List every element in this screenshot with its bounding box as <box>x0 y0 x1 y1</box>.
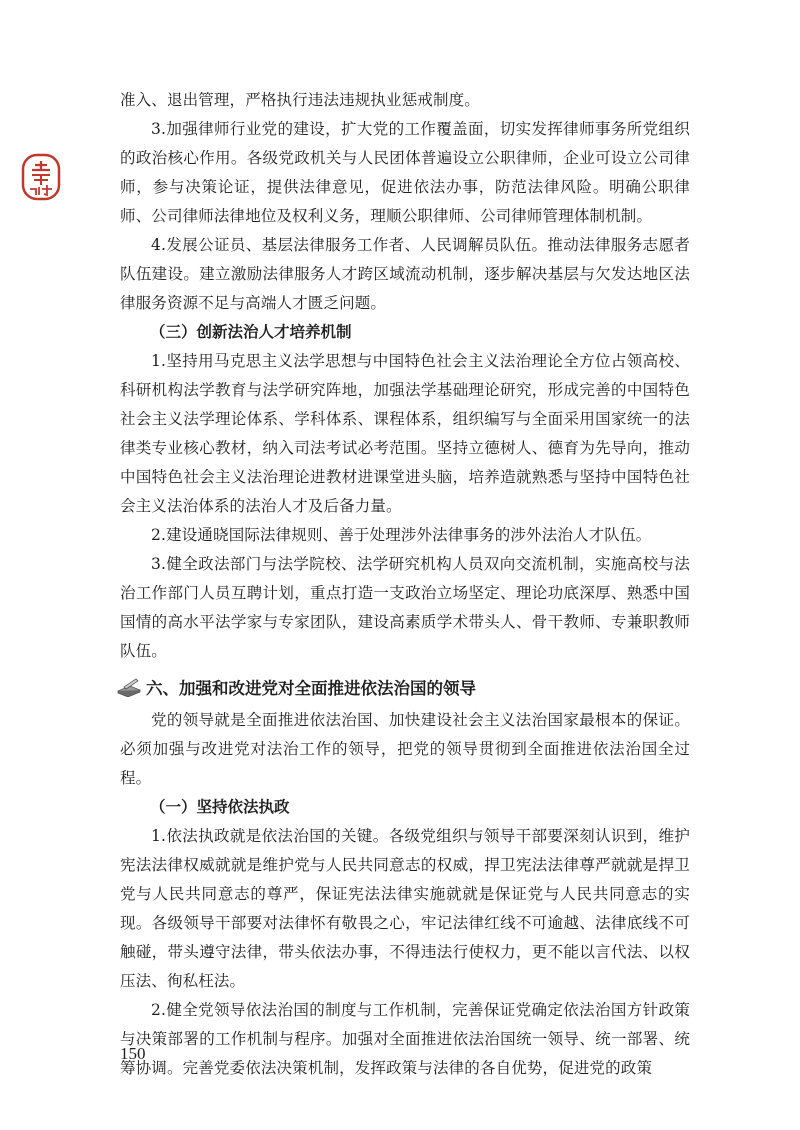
notebook-pen-icon <box>116 677 142 697</box>
section-heading <box>116 672 690 702</box>
paragraph: 2.建设通晓国际法律规则、善于处理涉外法律事务的涉外法治人才队伍。 <box>151 526 652 544</box>
page-number: 150 <box>120 1044 146 1063</box>
section-title: 六、加强和改进党对全面推进依法治国的领导 <box>146 679 476 698</box>
subsection-heading: （一）坚持依法执政 <box>150 798 290 816</box>
seal-stamp-icon <box>20 152 62 202</box>
subsection-heading: （三）创新法治人才培养机制 <box>150 323 352 341</box>
paragraph: 准入、退出管理，严格执行违法违规执业惩戒制度。 <box>120 91 480 109</box>
paragraph: 1.依法执政就是依法治国的关键。各级党组织与领导干部要深刻认识到，维护宪法法律权威就就是维护党与人民共同意志的权威，捍卫宪法法律尊严就就是捍卫党与人民共同意志的尊严，保证宪法法律实施就就是保证党与人民共同意志的实现。各级领导干部要对法律怀有敬畏之心，牢记法律红线不可逾越、法律底线不可触碰，带头遵守法律，带头依法办事，不得违法行使权力，更不能以言代法、以权压法、徇私枉法。 <box>120 827 690 990</box>
paragraph: 1.坚持用马克思主义法学思想与中国特色社会主义法治理论全方位占领高校、科研机构法学教育与法学研究阵地，加强法学基础理论研究，形成完善的中国特色社会主义法学理论体系、学科体系、课程体系，组织编写与全面采用国家统一的法律类专业核心教材，纳入司法考试必考范围。坚持立德树人、德育为先导向，推动中国特色社会主义法治理论进教材进课堂进头脑，培养造就熟悉与坚持中国特色社会主义法治体系的法治人才及后备力量。 <box>120 352 690 515</box>
paragraph: 3.健全政法部门与法学院校、法学研究机构人员双向交流机制，实施高校与法治工作部门人员互聘计划，重点打造一支政治立场坚定、理论功底深厚、熟悉中国国情的高水平法学家与专家团队，建设高素质学术带头人、骨干教师、专兼职教师队伍。 <box>120 555 690 660</box>
body-text <box>120 86 690 1083</box>
paragraph: 3.加强律师行业党的建设，扩大党的工作覆盖面，切实发挥律师事务所党组织的政治核心作用。各级党政机关与人民团体普遍设立公职律师，企业可设立公司律师，参与决策论证，提供法律意见，促进依法办事，防范法律风险。明确公职律师、公司律师法律地位及权利义务，理顺公职律师、公司律师管理体制机制。 <box>120 120 690 225</box>
paragraph: 党的领导就是全面推进依法治国、加快建设社会主义法治国家最根本的保证。必须加强与改进党对法治工作的领导，把党的领导贯彻到全面推进依法治国全过程。 <box>120 711 690 787</box>
paragraph: 2.健全党领导依法治国的制度与工作机制，完善保证党确定依法治国方针政策与决策部署的工作机制与程序。加强对全面推进依法治国统一领导、统一部署、统筹协调。完善党委依法决策机制，发挥政策与法律的各自优势，促进党的政策 <box>120 1001 690 1077</box>
paragraph: 4.发展公证员、基层法律服务工作者、人民调解员队伍。推动法律服务志愿者队伍建设。建立激励法律服务人才跨区域流动机制，逐步解决基层与欠发达地区法律服务资源不足与高端人才匮乏问题。 <box>120 236 690 312</box>
